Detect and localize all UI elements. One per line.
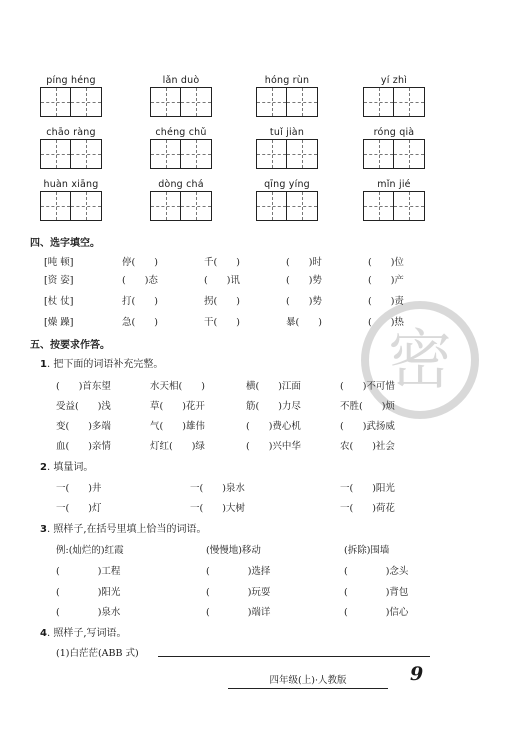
pinyin-text: róng qià — [373, 127, 415, 138]
pinyin-cell — [363, 178, 425, 221]
pinyin-cell — [363, 126, 425, 169]
pinyin-row — [40, 74, 490, 126]
char-pair: [资 姿] — [44, 275, 74, 286]
pinyin-cell — [150, 126, 212, 169]
idiom-blank[interactable]: 筋( )力尽 — [246, 401, 301, 412]
phrase-blank[interactable]: ( )端详 — [206, 607, 271, 618]
pinyin-text: mǐn jié — [377, 179, 411, 190]
question-text: . 把下面的词语补充完整。 — [46, 359, 164, 370]
pinyin-text: píng héng — [46, 75, 96, 86]
fill-blank[interactable]: 暴( ) — [286, 317, 322, 328]
pinyin-cell — [40, 74, 102, 117]
idiom-blank[interactable]: 农( )社会 — [340, 441, 395, 452]
idiom-blank[interactable]: ( )武扬威 — [340, 421, 395, 432]
measure-blank[interactable]: 一( )大树 — [190, 503, 245, 514]
fill-blank[interactable]: 停( ) — [122, 257, 158, 268]
phrase-blank[interactable]: ( )玩耍 — [206, 587, 271, 598]
fill-blank[interactable]: ( )热 — [368, 317, 404, 328]
question-text: . 填量词。 — [46, 462, 94, 473]
writing-grid[interactable] — [363, 87, 425, 117]
fill-blank[interactable]: 干( ) — [204, 317, 240, 328]
fill-blank[interactable]: ( )讯 — [204, 275, 240, 286]
section5-title: 五、按要求作答。 — [30, 340, 110, 351]
idiom-blank[interactable]: ( )首东望 — [56, 381, 111, 392]
page-number: 9 — [410, 663, 424, 685]
pinyin-text: lǎn duò — [162, 75, 200, 86]
idiom-blank[interactable]: 血( )亲情 — [56, 441, 111, 452]
watermark-glyph: 密 — [388, 324, 452, 398]
writing-grid[interactable] — [256, 87, 318, 117]
idiom-blank[interactable]: 灯红( )绿 — [150, 441, 205, 452]
question-text: . 照样子,在括号里填上恰当的词语。 — [46, 524, 207, 535]
pinyin-grid — [40, 74, 490, 230]
writing-grid[interactable] — [40, 87, 102, 117]
phrase-blank[interactable]: ( )念头 — [344, 566, 409, 577]
phrase-blank[interactable]: ( )选择 — [206, 566, 271, 577]
idiom-blank[interactable]: 气( )雄伟 — [150, 421, 205, 432]
fill-blank[interactable]: 千( ) — [204, 257, 240, 268]
measure-blank[interactable]: 一( )荷花 — [340, 503, 395, 514]
fill-blank[interactable]: 打( ) — [122, 296, 158, 307]
fill-blank[interactable]: ( )位 — [368, 257, 404, 268]
pinyin-cell — [40, 126, 102, 169]
char-pair: [杖 仗] — [44, 296, 74, 307]
phrase-blank[interactable]: ( )泉水 — [56, 607, 121, 618]
answer-line[interactable] — [158, 656, 430, 657]
fill-blank[interactable]: ( )势 — [286, 296, 322, 307]
fill-blank[interactable]: ( )态 — [122, 275, 158, 286]
writing-grid[interactable] — [40, 139, 102, 169]
pinyin-cell — [40, 178, 102, 221]
writing-grid[interactable] — [256, 139, 318, 169]
example-text: (拆除)围墙 — [344, 545, 390, 556]
footer-grade: 四年级(上)·人教版 — [228, 672, 388, 689]
writing-grid[interactable] — [256, 191, 318, 221]
idiom-blank[interactable]: 受益( )浅 — [56, 401, 111, 412]
question-3-title — [40, 520, 207, 535]
fill-blank[interactable]: 拐( ) — [204, 296, 240, 307]
idiom-blank[interactable]: 不胜( )烦 — [340, 401, 395, 412]
example-text: 例:(灿烂的)红霞 — [56, 545, 124, 556]
fill-blank[interactable]: ( )时 — [286, 257, 322, 268]
pinyin-text: huàn xiāng — [43, 179, 99, 190]
pinyin-cell — [363, 74, 425, 117]
pinyin-row — [40, 126, 490, 178]
question-text: . 照样子,写词语。 — [46, 628, 127, 639]
idiom-blank[interactable]: 变( )多端 — [56, 421, 111, 432]
pinyin-cell — [150, 74, 212, 117]
phrase-blank[interactable]: ( )工程 — [56, 566, 121, 577]
pinyin-text: qīng yíng — [264, 179, 310, 190]
section4-title: 四、选字填空。 — [30, 238, 100, 249]
writing-grid[interactable] — [150, 191, 212, 221]
fill-blank[interactable]: ( )产 — [368, 275, 404, 286]
idiom-blank[interactable]: 草( )花开 — [150, 401, 205, 412]
pinyin-text: dòng chá — [158, 179, 204, 190]
idiom-blank[interactable]: 横( )江面 — [246, 381, 301, 392]
measure-blank[interactable]: 一( )阳光 — [340, 483, 395, 494]
question-number: 1 — [40, 359, 47, 370]
char-pair: [吨 顿] — [44, 257, 74, 268]
question-number: 4 — [40, 628, 47, 639]
fill-blank[interactable]: 急( ) — [122, 317, 158, 328]
pinyin-cell — [256, 178, 318, 221]
char-pair: [燥 躁] — [44, 317, 74, 328]
measure-blank[interactable]: 一( )泉水 — [190, 483, 245, 494]
pinyin-cell — [256, 74, 318, 117]
fill-blank[interactable]: ( )责 — [368, 296, 404, 307]
question-4-title — [40, 624, 127, 639]
writing-grid[interactable] — [363, 139, 425, 169]
idiom-blank[interactable]: ( )费心机 — [246, 421, 301, 432]
question-1-title — [40, 355, 163, 370]
pinyin-row — [40, 178, 490, 230]
writing-grid[interactable] — [150, 139, 212, 169]
phrase-blank[interactable]: ( )信心 — [344, 607, 409, 618]
fill-blank[interactable]: ( )势 — [286, 275, 322, 286]
question-number: 3 — [40, 524, 47, 535]
measure-blank[interactable]: 一( )灯 — [56, 503, 102, 514]
measure-blank[interactable]: 一( )井 — [56, 483, 102, 494]
writing-grid[interactable] — [40, 191, 102, 221]
pinyin-text: chāo ràng — [46, 127, 96, 138]
idiom-blank[interactable]: ( )兴中华 — [246, 441, 301, 452]
question-number: 2 — [40, 462, 47, 473]
pinyin-text: tuǐ jiàn — [269, 127, 305, 138]
idiom-blank[interactable]: 水天相( ) — [150, 381, 205, 392]
idiom-blank[interactable]: ( )不可惜 — [340, 381, 395, 392]
question-2-title — [40, 458, 93, 473]
writing-grid[interactable] — [150, 87, 212, 117]
phrase-blank[interactable]: ( )背包 — [344, 587, 409, 598]
phrase-blank[interactable]: ( )阳光 — [56, 587, 121, 598]
pinyin-cell — [150, 178, 212, 221]
pinyin-text: yí zhì — [380, 75, 408, 86]
pinyin-text: chéng chǔ — [155, 127, 207, 138]
example-text: (慢慢地)移动 — [206, 545, 261, 556]
pinyin-text: hóng rùn — [264, 75, 310, 86]
abb-prompt: (1)白茫茫(ABB 式) — [56, 648, 139, 659]
writing-grid[interactable] — [363, 191, 425, 221]
pinyin-cell — [256, 126, 318, 169]
confidential-seal-watermark — [360, 300, 480, 420]
